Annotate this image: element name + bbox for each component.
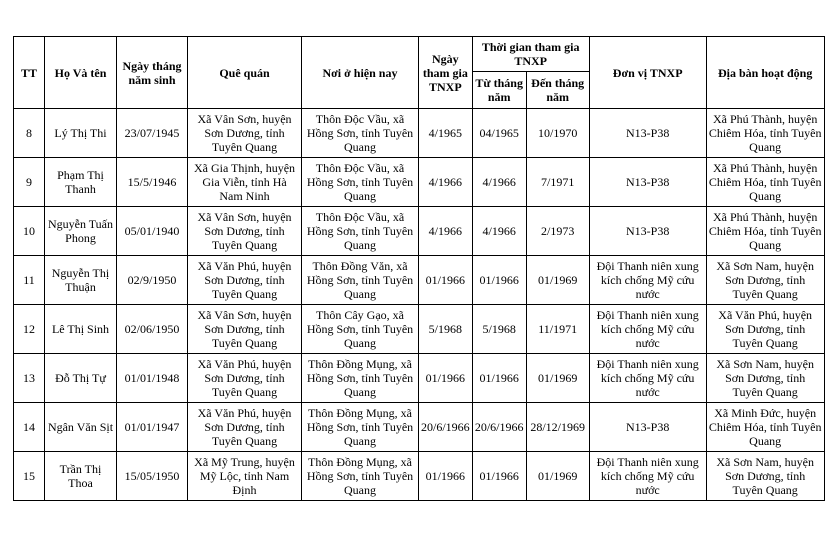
cell-from: 04/1965 [472, 109, 526, 158]
cell-join-date: 20/6/1966 [419, 403, 473, 452]
cell-from: 4/1966 [472, 207, 526, 256]
cell-unit: Đội Thanh niên xung kích chống Mỹ cứu nước [589, 354, 706, 403]
cell-join-date: 4/1966 [419, 207, 473, 256]
table-row [14, 109, 825, 158]
cell-to: 11/1971 [526, 305, 589, 354]
cell-dob: 02/06/1950 [117, 305, 188, 354]
cell-residence: Thôn Độc Vầu, xã Hồng Sơn, tỉnh Tuyên Quang [302, 158, 419, 207]
cell-join-date: 4/1965 [419, 109, 473, 158]
cell-area: Xã Phú Thành, huyện Chiêm Hóa, tỉnh Tuyên Quang [706, 158, 824, 207]
header-to: Đến tháng năm [526, 72, 589, 109]
header-period: Thời gian tham gia TNXP [472, 37, 589, 72]
cell-name: Phạm Thị Thanh [45, 158, 117, 207]
cell-from: 4/1966 [472, 158, 526, 207]
tnxp-member-table [13, 36, 825, 501]
header-from: Từ tháng năm [472, 72, 526, 109]
cell-hometown: Xã Văn Phú, huyện Sơn Dương, tỉnh Tuyên Quang [188, 354, 302, 403]
cell-dob: 23/07/1945 [117, 109, 188, 158]
cell-tt: 12 [14, 305, 45, 354]
cell-name: Đỗ Thị Tự [45, 354, 117, 403]
cell-name: Trần Thị Thoa [45, 452, 117, 501]
cell-dob: 01/01/1947 [117, 403, 188, 452]
header-residence: Nơi ở hiện nay [302, 37, 419, 109]
cell-residence: Thôn Độc Vầu, xã Hồng Sơn, tỉnh Tuyên Quang [302, 109, 419, 158]
cell-tt: 14 [14, 403, 45, 452]
cell-unit: N13-P38 [589, 109, 706, 158]
cell-area: Xã Sơn Nam, huyện Sơn Dương, tỉnh Tuyên Quang [706, 354, 824, 403]
cell-from: 01/1966 [472, 256, 526, 305]
cell-residence: Thôn Đồng Mụng, xã Hồng Sơn, tỉnh Tuyên Quang [302, 403, 419, 452]
cell-residence: Thôn Cây Gạo, xã Hồng Sơn, tỉnh Tuyên Quang [302, 305, 419, 354]
cell-to: 28/12/1969 [526, 403, 589, 452]
cell-hometown: Xã Gia Thịnh, huyện Gia Viễn, tỉnh Hà Nam Ninh [188, 158, 302, 207]
header-area: Địa bàn hoạt động [706, 37, 824, 109]
cell-unit: Đội Thanh niên xung kích chống Mỹ cứu nước [589, 305, 706, 354]
cell-to: 01/1969 [526, 452, 589, 501]
cell-unit: N13-P38 [589, 207, 706, 256]
cell-name: Lý Thị Thi [45, 109, 117, 158]
cell-hometown: Xã Mỹ Trung, huyện Mỹ Lộc, tỉnh Nam Định [188, 452, 302, 501]
cell-join-date: 01/1966 [419, 452, 473, 501]
cell-area: Xã Văn Phú, huyện Sơn Dương, tỉnh Tuyên Quang [706, 305, 824, 354]
cell-tt: 9 [14, 158, 45, 207]
header-tt: TT [14, 37, 45, 109]
cell-join-date: 01/1966 [419, 354, 473, 403]
cell-to: 2/1973 [526, 207, 589, 256]
table-row [14, 158, 825, 207]
cell-join-date: 01/1966 [419, 256, 473, 305]
table-row [14, 452, 825, 501]
cell-unit: N13-P38 [589, 403, 706, 452]
cell-name: Nguyễn Thị Thuận [45, 256, 117, 305]
cell-area: Xã Sơn Nam, huyện Sơn Dương, tỉnh Tuyên Quang [706, 452, 824, 501]
cell-unit: Đội Thanh niên xung kích chống Mỹ cứu nước [589, 452, 706, 501]
cell-from: 20/6/1966 [472, 403, 526, 452]
cell-area: Xã Phú Thành, huyện Chiêm Hóa, tỉnh Tuyên Quang [706, 109, 824, 158]
header-unit: Đơn vị TNXP [589, 37, 706, 109]
cell-to: 7/1971 [526, 158, 589, 207]
header-dob: Ngày tháng năm sinh [117, 37, 188, 109]
header-name: Họ Và tên [45, 37, 117, 109]
cell-area: Xã Phú Thành, huyện Chiêm Hóa, tỉnh Tuyên Quang [706, 207, 824, 256]
cell-residence: Thôn Đồng Văn, xã Hồng Sơn, tỉnh Tuyên Quang [302, 256, 419, 305]
cell-area: Xã Minh Đức, huyện Chiêm Hóa, tỉnh Tuyên Quang [706, 403, 824, 452]
table-row [14, 354, 825, 403]
cell-hometown: Xã Văn Phú, huyện Sơn Dương, tỉnh Tuyên Quang [188, 256, 302, 305]
cell-unit: Đội Thanh niên xung kích chống Mỹ cứu nước [589, 256, 706, 305]
header-hometown: Quê quán [188, 37, 302, 109]
cell-residence: Thôn Độc Vầu, xã Hồng Sơn, tỉnh Tuyên Quang [302, 207, 419, 256]
cell-join-date: 5/1968 [419, 305, 473, 354]
cell-join-date: 4/1966 [419, 158, 473, 207]
cell-hometown: Xã Vân Sơn, huyện Sơn Dương, tỉnh Tuyên Quang [188, 207, 302, 256]
cell-name: Nguyễn Tuấn Phong [45, 207, 117, 256]
cell-tt: 13 [14, 354, 45, 403]
cell-to: 01/1969 [526, 354, 589, 403]
cell-hometown: Xã Vân Sơn, huyện Sơn Dương, tỉnh Tuyên Quang [188, 109, 302, 158]
cell-residence: Thôn Đồng Mụng, xã Hồng Sơn, tỉnh Tuyên Quang [302, 452, 419, 501]
cell-residence: Thôn Đồng Mụng, xã Hồng Sơn, tỉnh Tuyên Quang [302, 354, 419, 403]
table-row [14, 403, 825, 452]
cell-dob: 05/01/1940 [117, 207, 188, 256]
cell-dob: 15/5/1946 [117, 158, 188, 207]
cell-from: 5/1968 [472, 305, 526, 354]
cell-hometown: Xã Văn Phú, huyện Sơn Dương, tỉnh Tuyên Quang [188, 403, 302, 452]
cell-unit: N13-P38 [589, 158, 706, 207]
header-join-date: Ngày tham gia TNXP [419, 37, 473, 109]
table-row [14, 256, 825, 305]
cell-name: Ngân Văn Sịt [45, 403, 117, 452]
cell-from: 01/1966 [472, 452, 526, 501]
cell-to: 01/1969 [526, 256, 589, 305]
cell-from: 01/1966 [472, 354, 526, 403]
table-row [14, 207, 825, 256]
cell-dob: 01/01/1948 [117, 354, 188, 403]
cell-hometown: Xã Vân Sơn, huyện Sơn Dương, tỉnh Tuyên Quang [188, 305, 302, 354]
cell-to: 10/1970 [526, 109, 589, 158]
cell-dob: 15/05/1950 [117, 452, 188, 501]
cell-tt: 15 [14, 452, 45, 501]
cell-area: Xã Sơn Nam, huyện Sơn Dương, tỉnh Tuyên Quang [706, 256, 824, 305]
cell-tt: 10 [14, 207, 45, 256]
cell-dob: 02/9/1950 [117, 256, 188, 305]
cell-name: Lê Thị Sinh [45, 305, 117, 354]
cell-tt: 11 [14, 256, 45, 305]
table-row [14, 305, 825, 354]
cell-tt: 8 [14, 109, 45, 158]
